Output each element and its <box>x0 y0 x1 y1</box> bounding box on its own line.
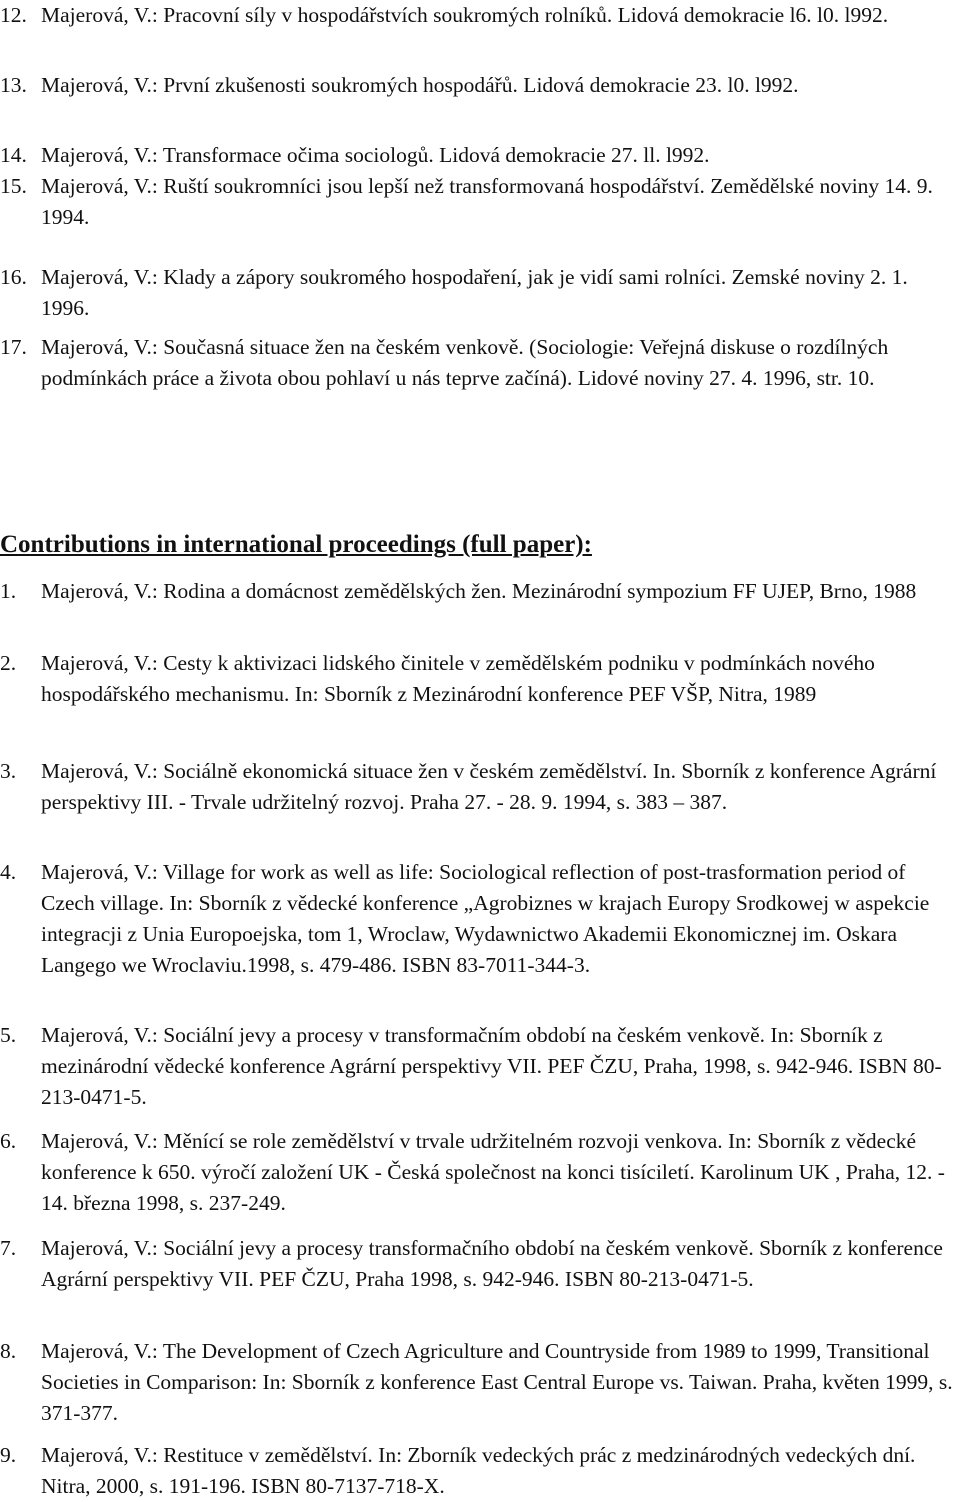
entry-number: 15. <box>0 174 27 198</box>
proceedings-entry <box>0 1440 954 1502</box>
proceedings-entry <box>0 576 954 607</box>
entry-number: 7. <box>0 1236 17 1260</box>
publication-entry <box>0 262 954 324</box>
entry-number: 6. <box>0 1129 17 1153</box>
entry-number: 8. <box>0 1339 17 1363</box>
entry-text: Majerová, V.: Sociálně ekonomická situace žen v českém zemědělství. In. Sborník z konference Agrární perspektivy III. - Trvale udržitelný rozvoj. Praha 27. - 28. 9. 1994, s. 383 – 387. <box>41 759 937 814</box>
entry-text: Majerová, V.: Pracovní síly v hospodářstvích soukromých rolníků. Lidová demokracie l6. l0. l992. <box>41 3 889 27</box>
proceedings-entry <box>0 756 954 818</box>
entry-number: 2. <box>0 651 17 675</box>
proceedings-entry <box>0 648 954 710</box>
entry-number: 9. <box>0 1443 17 1467</box>
entry-text: Majerová, V.: The Development of Czech Agriculture and Countryside from 1989 to 1999, Transitional Societies in Comparison: In: Sborník z konference East Central Europe vs. Taiwan. Praha, květen 1999, s. 371-377. <box>41 1339 953 1425</box>
entry-number: 13. <box>0 73 27 97</box>
entry-text: Majerová, V.: Restituce v zemědělství. In: Zborník vedeckých prác z medzinárodných vedeckých dní. Nitra, 2000, s. 191-196. ISBN 80-7137-718-X. <box>41 1443 916 1498</box>
publication-entry <box>0 0 954 31</box>
entry-text: Majerová, V.: Transformace očima sociologů. Lidová demokracie 27. ll. l992. <box>41 143 710 167</box>
entry-text: Majerová, V.: Cesty k aktivizaci lidského činitele v zemědělském podniku v podmínkách nového hospodářského mechanismu. In: Sborník z Mezinárodní konference PEF VŠP, Nitra, 1989 <box>41 651 875 706</box>
entry-number: 1. <box>0 579 17 603</box>
proceedings-entry <box>0 1126 954 1219</box>
entry-text: Majerová, V.: Rodina a domácnost zemědělských žen. Mezinárodní sympozium FF UJEP, Brno, 1988 <box>41 579 917 603</box>
entry-number: 14. <box>0 143 27 167</box>
entry-text: Majerová, V.: Měnící se role zemědělství v trvale udržitelném rozvoji venkova. In: Sborník z vědecké konference k 650. výročí založení UK - Česká společnost na konci tisíciletí. Karolinum UK , Praha, 12. - 14. března 1998, s. 237-249. <box>41 1129 945 1215</box>
entry-text: Majerová, V.: Klady a zápory soukromého hospodaření, jak je vidí sami rolníci. Zemské noviny 2. 1. 1996. <box>41 265 908 320</box>
proceedings-entry <box>0 1336 954 1429</box>
proceedings-entry <box>0 1233 954 1295</box>
entry-number: 12. <box>0 3 27 27</box>
publication-entry <box>0 70 954 101</box>
entry-text: Majerová, V.: Sociální jevy a procesy transformačního období na českém venkově. Sborník z konference Agrární perspektivy VII. PEF ČZU, Praha 1998, s. 942-946. ISBN 80-213-0471-5. <box>41 1236 943 1291</box>
entry-number: 3. <box>0 759 17 783</box>
publication-entry <box>0 140 954 171</box>
publication-entry <box>0 171 954 233</box>
entry-number: 5. <box>0 1023 17 1047</box>
proceedings-entry <box>0 1020 954 1113</box>
entry-text: Majerová, V.: Sociální jevy a procesy v transformačním období na českém venkově. In: Sborník z mezinárodní vědecké konference Agrární perspektivy VII. PEF ČZU, Praha, 1998, s. 942-946. ISBN 80-213-0471-5. <box>41 1023 942 1109</box>
section-heading: Contributions in international proceedings (full paper): <box>0 531 592 558</box>
entry-text: Majerová, V.: Ruští soukromníci jsou lepší než transformovaná hospodářství. Zemědělské noviny 14. 9. 1994. <box>41 174 933 229</box>
entry-number: 4. <box>0 860 17 884</box>
publication-entry <box>0 332 954 394</box>
entry-number: 16. <box>0 265 27 289</box>
entry-text: Majerová, V.: Současná situace žen na českém venkově. (Sociologie: Veřejná diskuse o rozdílných podmínkách práce a života obou pohlaví u nás teprve začíná). Lidové noviny 27. 4. 1996, str. 10. <box>41 335 889 390</box>
proceedings-entry <box>0 857 954 981</box>
entry-number: 17. <box>0 335 27 359</box>
entry-text: Majerová, V.: První zkušenosti soukromých hospodářů. Lidová demokracie 23. l0. l992. <box>41 73 799 97</box>
entry-text: Majerová, V.: Village for work as well as life: Sociological reflection of post-trasformation period of Czech village. In: Sborník z vědecké konference „Agrobiznes w krajach Europy Srodkowej w aspekcie integracji z Unia Europoejska, tom 1, Wroclaw, Wydawnictwo Akademii Ekonomicznej im. Oskara Langego we Wroclaviu.1998, s. 479-486. ISBN 83-7011-344-3. <box>41 860 930 977</box>
